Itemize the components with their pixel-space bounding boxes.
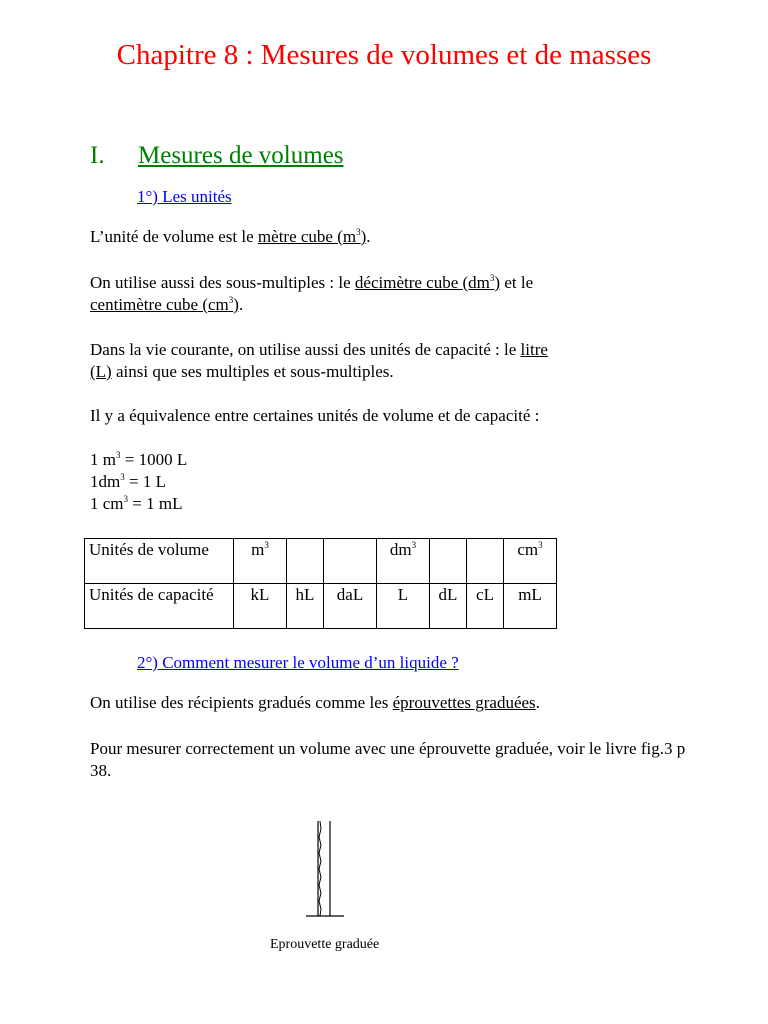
equivalence-list — [90, 449, 690, 515]
text: ) — [494, 273, 501, 292]
subsection-heading-units: 1°) Les unités — [137, 187, 232, 206]
subsection-heading-measure-liquid: 2°) Comment mesurer le volume d’un liquide ? — [137, 653, 459, 672]
text: ainsi que ses multiples et sous-multiples. — [111, 362, 394, 381]
figure-caption: Eprouvette graduée — [270, 937, 380, 952]
table-cell: mL — [504, 584, 557, 629]
graduated-cylinder-figure — [300, 815, 350, 923]
table-cell — [287, 539, 324, 584]
superscript: 3 — [489, 273, 495, 283]
text: . — [366, 227, 371, 246]
section-heading-1 — [90, 141, 344, 171]
text: Dans la vie courante, on utilise aussi des unités de capacité : le — [90, 340, 521, 359]
underlined-term — [258, 227, 366, 246]
section-title: Mesures de volumes — [138, 142, 344, 169]
table-row — [85, 539, 557, 584]
paragraph-equivalence: Il y a équivalence entre certaines unités de volume et de capacité : — [90, 406, 540, 425]
equivalence-line: 1 $cm^3 = 1$ mL — [90, 494, 183, 513]
table-cell: daL — [324, 584, 377, 629]
underlined-term — [90, 295, 239, 314]
superscript: 3 — [356, 227, 361, 237]
table-cell: cL — [467, 584, 504, 629]
text: L’unité de volume est le — [90, 227, 258, 246]
text: centimètre cube (cm — [90, 295, 229, 314]
paragraph-submultiples — [90, 272, 690, 316]
equivalence-line: 1 $m^3 = 1000$ L — [90, 450, 188, 469]
table-cell: $dm^3$ — [377, 539, 430, 584]
section-number: I. — [90, 142, 105, 169]
table-cell: dL — [430, 584, 467, 629]
text: ) — [233, 295, 239, 314]
paragraph-graduated-containers — [90, 692, 690, 714]
table-cell: $m^3$ — [234, 539, 287, 584]
table-cell — [430, 539, 467, 584]
paragraph-measure-instructions: Pour mesurer correctement un volume avec une éprouvette graduée, voir le livre fig.3 p 38. — [90, 739, 686, 780]
row-header: Unités de volume — [85, 539, 234, 584]
superscript: 3 — [228, 295, 234, 305]
table-cell: kL — [234, 584, 287, 629]
table-cell — [324, 539, 377, 584]
paragraph-unit-volume — [90, 226, 690, 248]
page-title: Chapitre 8 : Mesures de volumes et de masses — [116, 39, 652, 71]
text: et le — [500, 273, 534, 292]
text: On utilise aussi des sous-multiples : le — [90, 273, 355, 292]
text: ) — [360, 227, 367, 246]
text: mètre cube (m — [257, 227, 357, 246]
underlined-term: (L) — [90, 362, 112, 381]
text: décimètre cube (dm — [354, 273, 490, 292]
table-cell: L — [377, 584, 430, 629]
graduation-marks — [319, 821, 321, 916]
text: . — [238, 295, 244, 314]
table-cell — [467, 539, 504, 584]
paragraph-capacity-units — [90, 339, 690, 383]
table-cell: $cm^3$ — [504, 539, 557, 584]
units-table — [84, 538, 557, 629]
text: On utilise des récipients gradués comme les — [90, 693, 393, 712]
table-row — [85, 584, 557, 629]
table-cell: hL — [287, 584, 324, 629]
underlined-term: éprouvettes graduées — [392, 693, 536, 712]
row-header: Unités de capacité — [85, 584, 234, 629]
equivalence-line: $1dm^3 = 1$ L — [90, 472, 166, 491]
underlined-term: litre — [520, 340, 548, 359]
underlined-term — [355, 273, 500, 292]
text: . — [535, 693, 540, 712]
